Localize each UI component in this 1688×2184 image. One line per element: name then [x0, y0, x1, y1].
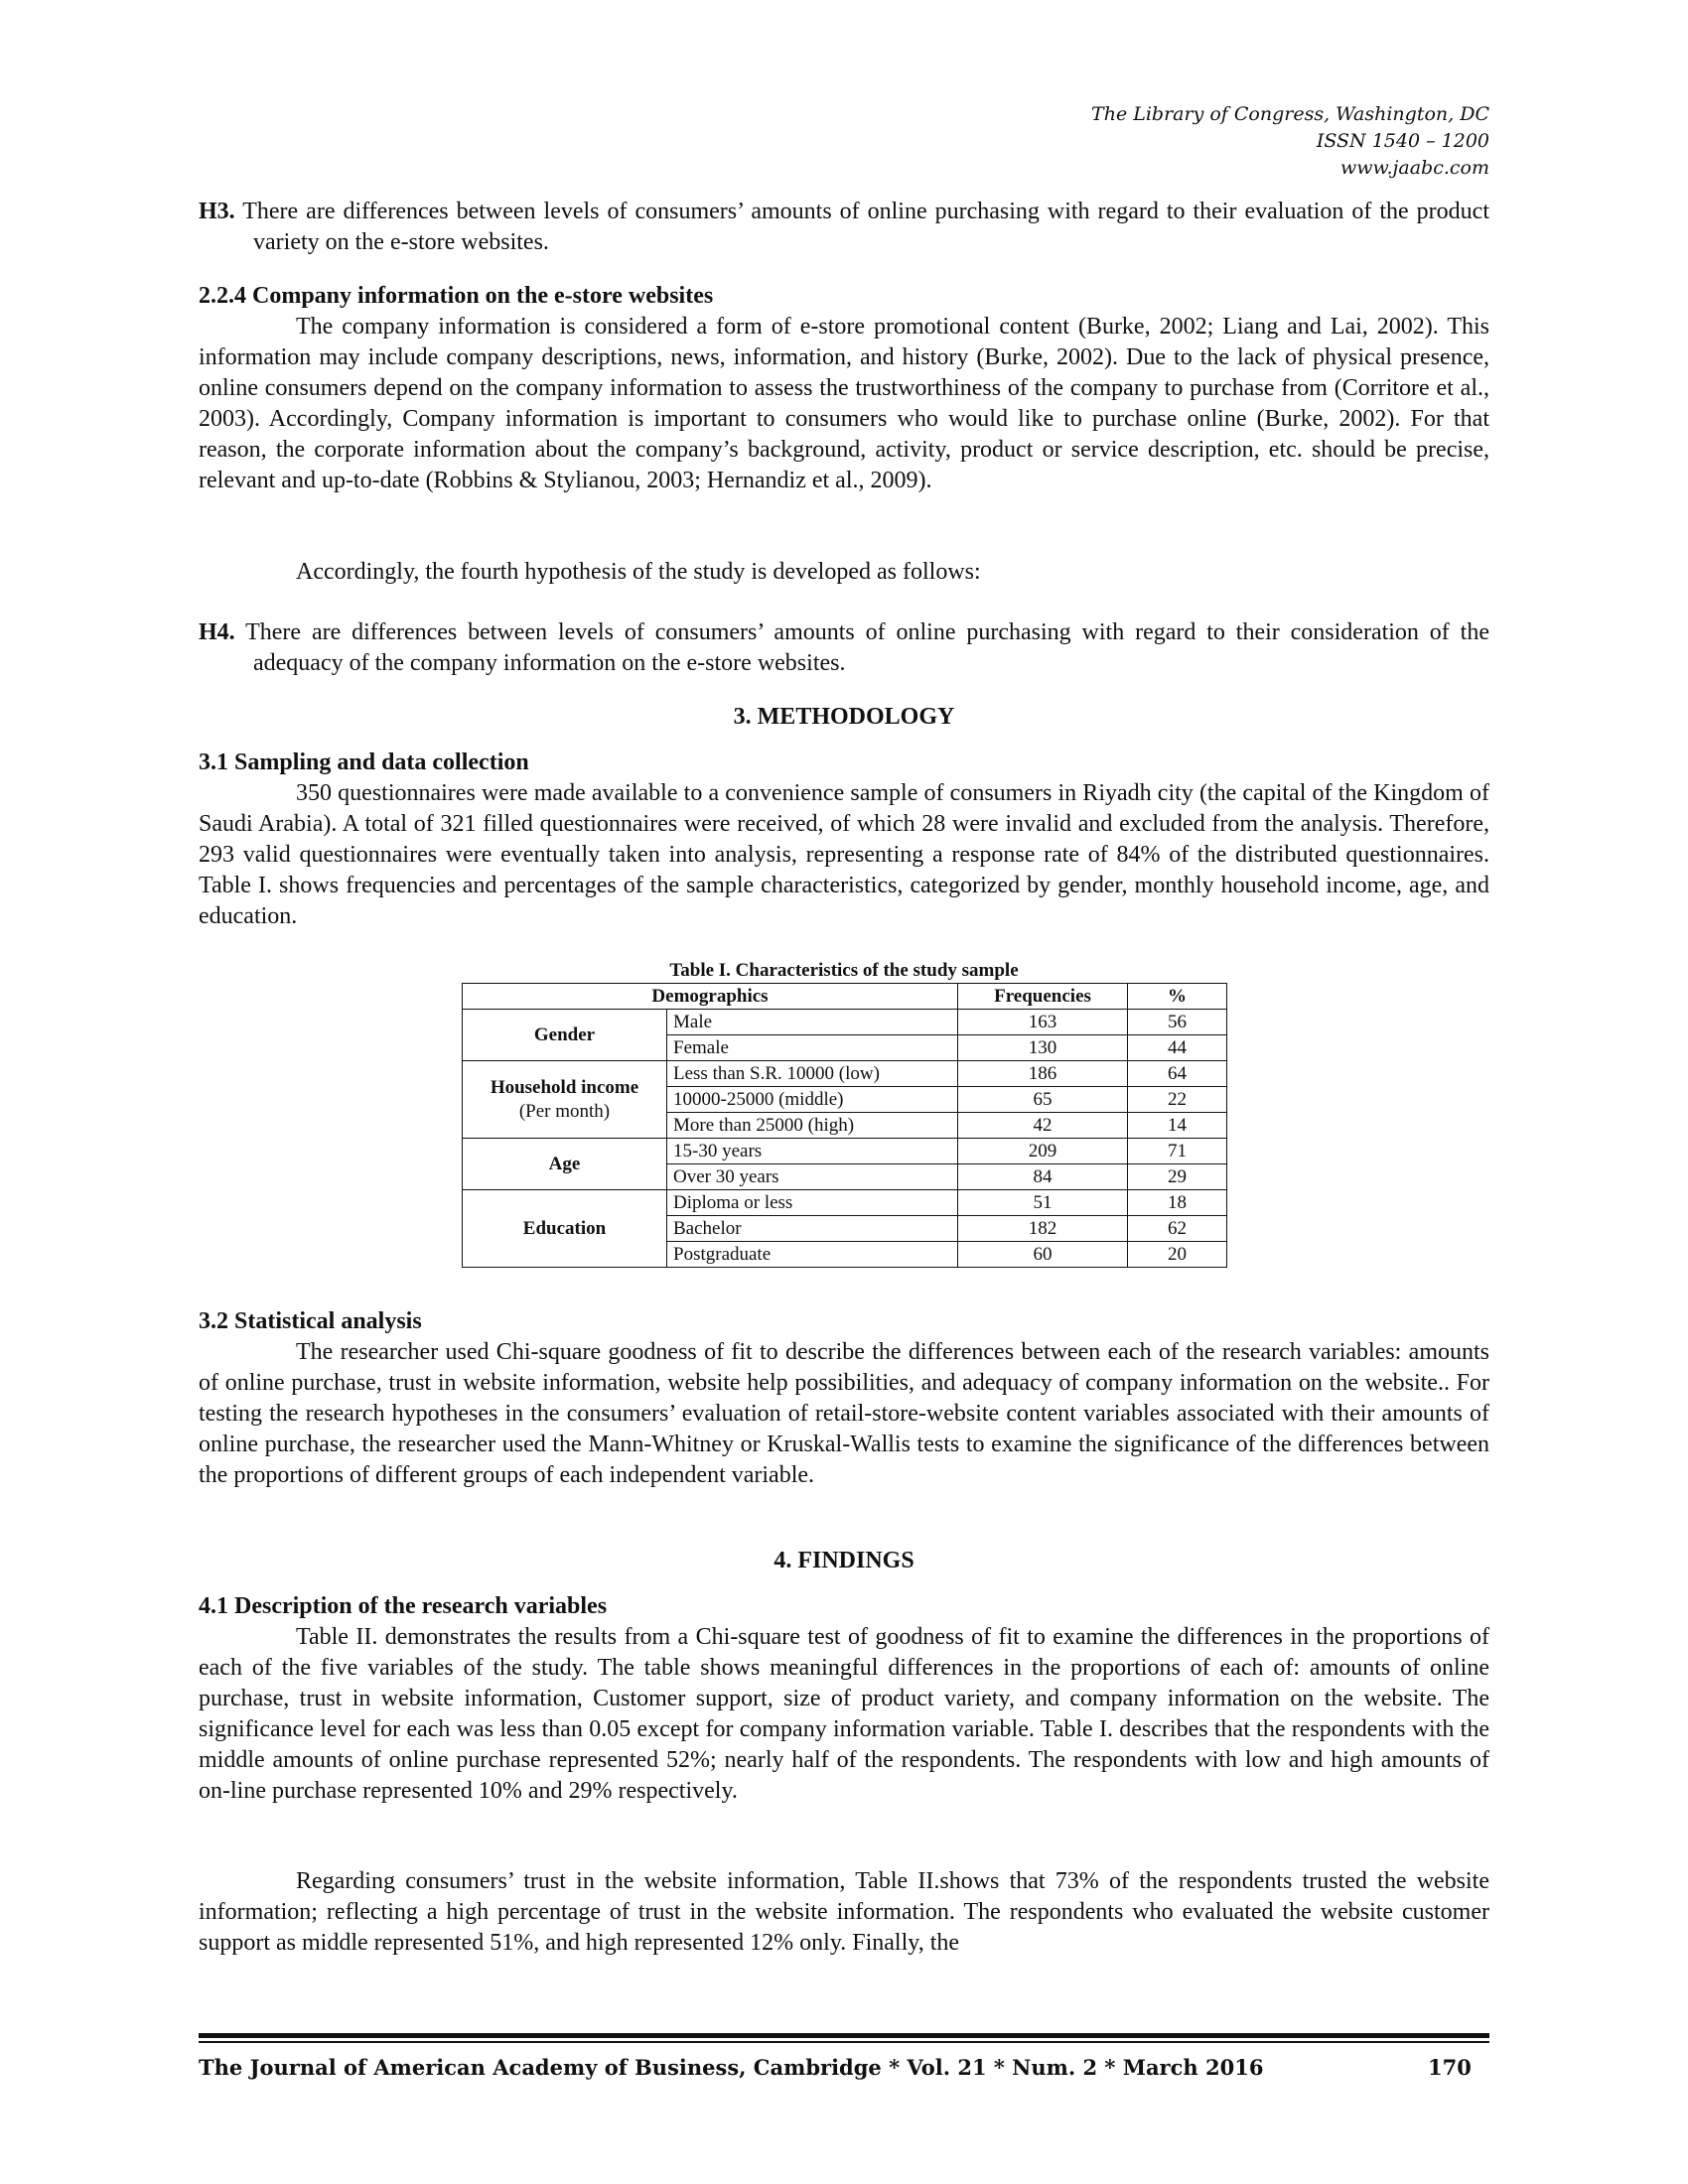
group-label-cell — [463, 1010, 667, 1061]
section-3-1 — [199, 748, 1489, 932]
running-footer — [199, 2055, 1489, 2085]
paragraph: Accordingly, the fourth hypothesis of the study is developed as follows: — [296, 559, 981, 585]
group-label-cell — [463, 1139, 667, 1190]
footer-rule-thin — [199, 2041, 1489, 2043]
section-methodology — [199, 702, 1489, 733]
section-heading: 4. FINDINGS — [774, 1548, 914, 1573]
hypothesis-label: H4. — [199, 619, 235, 645]
hypothesis-text: There are differences between levels of consumers’ amounts of online purchasing with regard to their consideration of the adequacy of the company information on the e-store websites. — [234, 619, 1489, 676]
frequency-cell: 163 — [958, 1010, 1128, 1035]
frequency-cell: 60 — [958, 1242, 1128, 1268]
table-header-row — [463, 984, 1227, 1010]
section-findings — [199, 1546, 1489, 1576]
category-cell: Less than S.R. 10000 (low) — [667, 1061, 958, 1087]
section-heading: 3.2 Statistical analysis — [199, 1308, 422, 1334]
column-header-percent: % — [1128, 984, 1227, 1010]
percent-cell: 20 — [1128, 1242, 1227, 1268]
category-cell: 15-30 years — [667, 1139, 958, 1164]
footer-journal-title: The Journal of American Academy of Business, Cambridge * Vol. 21 * Num. 2 * March 2016 — [199, 2055, 1264, 2080]
page-number: 170 — [1428, 2055, 1472, 2080]
section-heading: 2.2.4 Company information on the e-store websites — [199, 283, 714, 309]
percent-cell: 14 — [1128, 1113, 1227, 1139]
hypothesis-h3 — [199, 197, 1489, 258]
category-cell: 10000-25000 (middle) — [667, 1087, 958, 1113]
percent-cell: 29 — [1128, 1164, 1227, 1190]
group-name: Education — [522, 1217, 607, 1239]
category-cell: Bachelor — [667, 1216, 958, 1242]
frequency-cell: 186 — [958, 1061, 1128, 1087]
frequency-cell: 182 — [958, 1216, 1128, 1242]
section-heading: 3.1 Sampling and data collection — [199, 750, 529, 775]
frequency-cell: 51 — [958, 1190, 1128, 1216]
percent-cell: 62 — [1128, 1216, 1227, 1242]
table-row — [463, 1190, 1227, 1216]
findings-trust-paragraph — [199, 1866, 1489, 1959]
sample-characteristics-table — [462, 983, 1227, 1268]
hypothesis-text: There are differences between levels of consumers’ amounts of online purchasing with regard to their evaluation of the product variety on the e-store websites. — [234, 199, 1489, 255]
paragraph: The researcher used Chi-square goodness of fit to describe the differences between each of the research variables: amounts of online purchase, trust in website information, website help possibilities, and adequacy of company information on the website.. For testing the research hypotheses in the consumers’ evaluation of retail-store-website content variables associated with their amounts of online purchase, the researcher used the Mann-Whitney or Kruskal-Wallis tests to examine the significance of the differences between the proportions of different groups of each independent variable. — [199, 1339, 1489, 1488]
group-name: Age — [548, 1153, 581, 1174]
section-2-2-4 — [199, 281, 1489, 496]
group-name: Gender — [533, 1024, 596, 1045]
frequency-cell: 65 — [958, 1087, 1128, 1113]
frequency-cell: 42 — [958, 1113, 1128, 1139]
document-page — [199, 0, 1489, 2184]
percent-cell: 44 — [1128, 1035, 1227, 1061]
group-name: Household income — [490, 1076, 639, 1098]
table-row — [463, 1139, 1227, 1164]
column-header-frequencies: Frequencies — [958, 984, 1128, 1010]
category-cell: Over 30 years — [667, 1164, 958, 1190]
hypothesis-h4 — [199, 617, 1489, 679]
header-line-issn: ISSN 1540 – 1200 — [1316, 130, 1489, 152]
table-row — [463, 1061, 1227, 1087]
footer-rule-thick — [199, 2033, 1489, 2038]
section-4-1 — [199, 1591, 1489, 1807]
paragraph: Table II. demonstrates the results from a Chi-square test of goodness of fit to examine the differences in the proportions of each of the five variables of the study. The table shows meaningful differences in the proportions of each of: amounts of online purchase, trust in website information, Customer support, size of product variety, and company information on the website. The significance level for each was less than 0.05 except for company information variable. Table I. describes that the respondents with the middle amounts of online purchase represented 52%; nearly half of the respondents. The respondents with low and high amounts of on-line purchase represented 10% and 29% respectively. — [199, 1624, 1489, 1804]
paragraph: Regarding consumers’ trust in the website information, Table II.shows that 73% of the respondents trusted the website information; reflecting a high percentage of trust in the website information. The respondents who evaluated the website customer support as middle represented 51%, and high represented 12% only. Finally, the — [199, 1868, 1489, 1956]
group-subname: (Per month) — [518, 1100, 611, 1122]
hypothesis-intro — [199, 557, 1489, 588]
header-line-website: www.jaabc.com — [1339, 157, 1489, 179]
frequency-cell: 130 — [958, 1035, 1128, 1061]
header-line-library: The Library of Congress, Washington, DC — [1091, 103, 1489, 125]
section-heading: 4.1 Description of the research variables — [199, 1593, 608, 1619]
category-cell: Diploma or less — [667, 1190, 958, 1216]
column-header-demographics: Demographics — [463, 984, 958, 1010]
percent-cell: 64 — [1128, 1061, 1227, 1087]
running-header — [1091, 101, 1489, 182]
table-row — [463, 1010, 1227, 1035]
group-label-cell — [463, 1061, 667, 1139]
category-cell: More than 25000 (high) — [667, 1113, 958, 1139]
hypothesis-label: H3. — [199, 199, 235, 224]
table-caption: Table I. Characteristics of the study sample — [669, 960, 1019, 981]
percent-cell: 56 — [1128, 1010, 1227, 1035]
percent-cell: 18 — [1128, 1190, 1227, 1216]
percent-cell: 22 — [1128, 1087, 1227, 1113]
group-label-cell — [463, 1190, 667, 1268]
paragraph: 350 questionnaires were made available to a convenience sample of consumers in Riyadh city (the capital of the Kingdom of Saudi Arabia). A total of 321 filled questionnaires were received, of which 28 were invalid and excluded from the analysis. Therefore, 293 valid questionnaires were eventually taken into analysis, representing a response rate of 84% of the distributed questionnaires. Table I. shows frequencies and percentages of the sample characteristics, categorized by gender, monthly household income, age, and education. — [199, 780, 1489, 929]
percent-cell: 71 — [1128, 1139, 1227, 1164]
category-cell: Postgraduate — [667, 1242, 958, 1268]
category-cell: Female — [667, 1035, 958, 1061]
paragraph: The company information is considered a form of e-store promotional content (Burke, 2002; Liang and Lai, 2002). This information may include company descriptions, news, information, and history (Burke, 2002). Due to the lack of physical presence, online consumers depend on the company information to assess the trustworthiness of the company to purchase from (Corritore et al., 2003). Accordingly, Company information is important to consumers who would like to purchase online (Burke, 2002). For that reason, the corporate information about the company’s background, activity, product or service description, etc. should be precise, relevant and up-to-date (Robbins & Stylianou, 2003; Hernandiz et al., 2009). — [199, 314, 1489, 493]
frequency-cell: 209 — [958, 1139, 1128, 1164]
category-cell: Male — [667, 1010, 958, 1035]
section-heading: 3. METHODOLOGY — [733, 704, 955, 730]
section-3-2 — [199, 1306, 1489, 1491]
frequency-cell: 84 — [958, 1164, 1128, 1190]
